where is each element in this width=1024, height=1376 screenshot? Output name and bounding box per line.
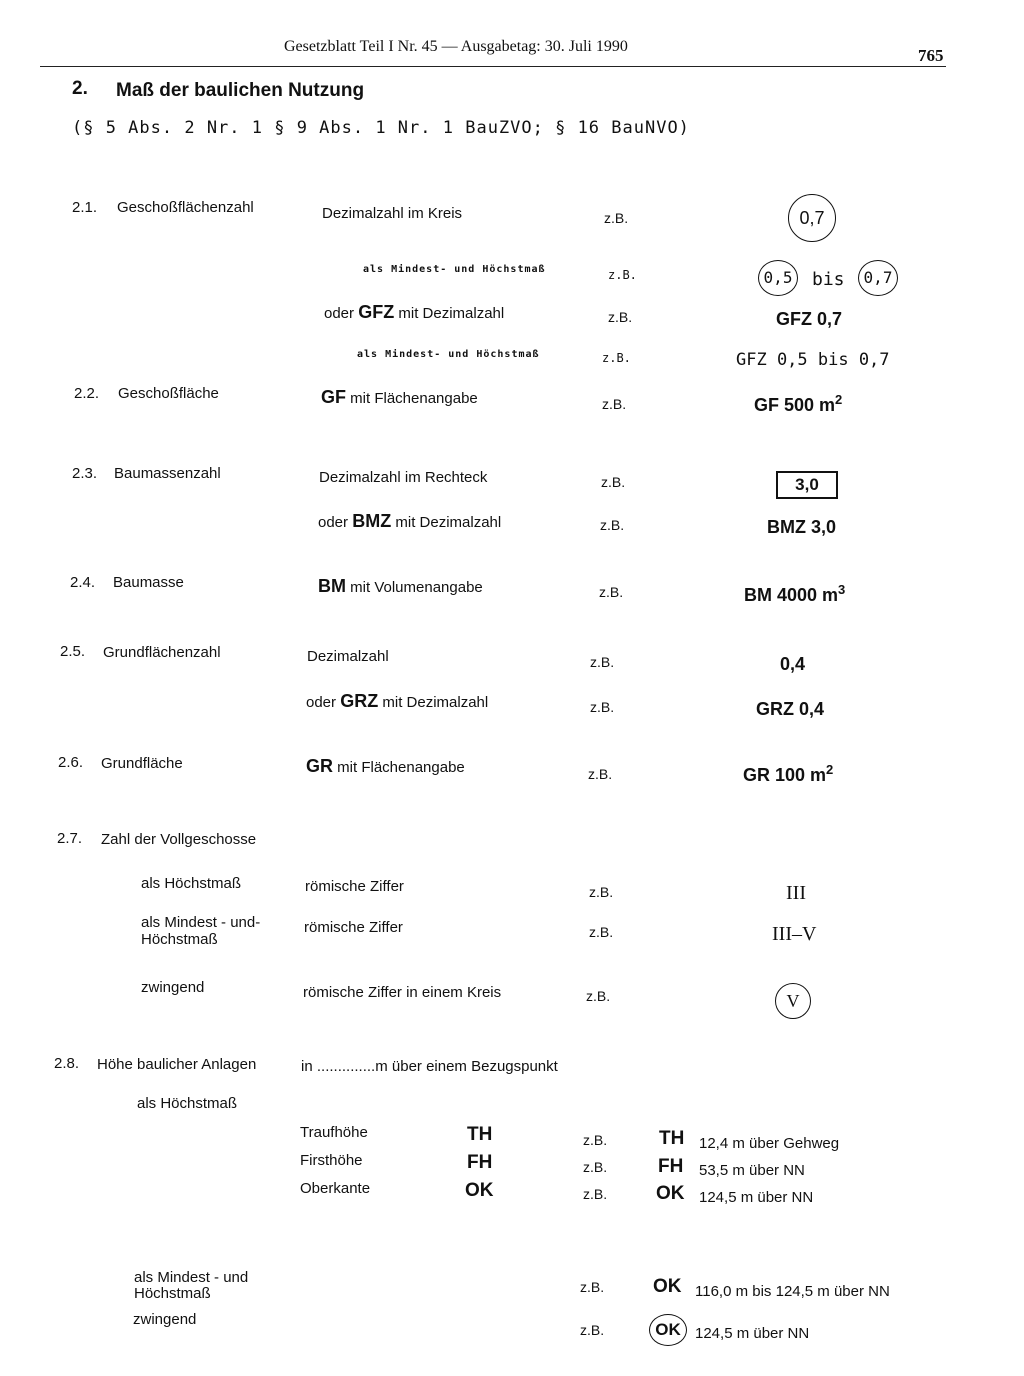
legal-basis: (§ 5 Abs. 2 Nr. 1 § 9 Abs. 1 Nr. 1 BauZVO; § 16 BauNVO) (72, 118, 690, 138)
item-label-2-6: Grundfläche (101, 755, 183, 772)
desc-2-6 (306, 756, 465, 777)
fill-in-dots: .............. (316, 1058, 376, 1075)
item-number-2-1: 2.1. (72, 199, 98, 216)
example-roman-range: III–V (772, 923, 817, 945)
zb-label: z.B. (580, 1322, 605, 1338)
abbr-ok: OK (465, 1180, 494, 1201)
row-name-traufhoehe: Traufhöhe (300, 1124, 368, 1141)
sub-label-min-max-l1: als Mindest - und- (141, 914, 261, 931)
sub-label-zwingend: zwingend (141, 979, 205, 996)
item-number-2-6: 2.6. (58, 754, 84, 771)
example-text-th: 12,4 m über Gehweg (699, 1135, 840, 1152)
sub-label-hoechstmass: als Höchstmaß (137, 1095, 238, 1112)
zb-label: z.B. (602, 351, 631, 365)
example-bm (744, 582, 845, 606)
example-text-ok-binding: 124,5 m über NN (695, 1325, 810, 1342)
zb-label: z.B. (601, 474, 626, 490)
item-label-2-5: Grundflächenzahl (103, 644, 221, 661)
zb-label: z.B. (588, 766, 613, 782)
example-abbr-ok: OK (656, 1183, 685, 1204)
unit-exponent: 2 (826, 762, 834, 777)
example-gr (743, 762, 833, 786)
item-label-2-7: Zahl der Vollgeschosse (101, 831, 257, 848)
zb-label: z.B. (583, 1186, 608, 1202)
running-title: Gesetzblatt Teil I Nr. 45 — Ausgabetag: 30. Juli 1990 (284, 38, 628, 55)
example-gfz-range: GFZ 0,5 bis 0,7 (736, 350, 890, 370)
desc-roman: römische Ziffer (305, 878, 404, 895)
desc-key: GRZ (340, 691, 379, 711)
section-number: 2. (72, 78, 88, 99)
zb-label: z.B. (600, 517, 625, 533)
circled-value-0-7: 0,7 (788, 194, 836, 242)
desc-suffix: mit Dezimalzahl (382, 694, 489, 711)
sub-label-hoechstmass: als Höchstmaß (141, 875, 242, 892)
circled-abbr-ok: OK (649, 1314, 687, 1346)
item-number-2-7: 2.7. (57, 830, 83, 847)
item-label-2-3: Baumassenzahl (114, 465, 221, 482)
zb-label: z.B. (590, 699, 615, 715)
example-roman-iii: III (786, 882, 806, 904)
circled-value-max: 0,7 (858, 260, 898, 296)
desc-key: BMZ (352, 511, 392, 531)
abbr-fh: FH (467, 1152, 493, 1173)
desc-suffix: m über einem Bezugspunkt (375, 1058, 558, 1075)
item-number-2-2: 2.2. (74, 385, 100, 402)
desc-2-5-a: Dezimalzahl (307, 648, 389, 665)
desc-suffix: mit Flächenangabe (337, 759, 465, 776)
sub-label-min-max-l2: Höchstmaß (141, 931, 218, 948)
zb-label: z.B. (602, 396, 627, 412)
item-number-2-3: 2.3. (72, 465, 98, 482)
desc-key: BM (318, 576, 346, 596)
desc-2-1-a: Dezimalzahl im Kreis (322, 205, 463, 222)
example-grz: GRZ 0,4 (756, 699, 825, 719)
page-number: 765 (918, 46, 944, 65)
unit-exponent: 3 (838, 582, 846, 597)
desc-prefix: oder (318, 514, 349, 531)
example-bmz: BMZ 3,0 (767, 517, 837, 537)
abbr-th: TH (467, 1124, 493, 1145)
example-abbr-fh: FH (658, 1156, 684, 1177)
desc-2-3-a: Dezimalzahl im Rechteck (319, 469, 488, 486)
desc-prefix: oder (306, 694, 337, 711)
desc-key: GR (306, 756, 333, 776)
circled-value-min: 0,5 (758, 260, 798, 296)
zb-label: z.B. (589, 924, 614, 940)
zb-label: z.B. (583, 1132, 608, 1148)
zb-label: z.B. (608, 309, 633, 325)
desc-roman-circle: römische Ziffer in einem Kreis (303, 984, 502, 1001)
desc-2-1-b: als Mindest- und Höchstmaß (363, 264, 546, 275)
item-label-2-2: Geschoßfläche (118, 385, 219, 402)
sub-label-min-max-l2: Höchstmaß (134, 1285, 211, 1302)
desc-suffix: mit Volumenangabe (350, 579, 483, 596)
row-name-oberkante: Oberkante (300, 1180, 371, 1197)
desc-2-1-c (324, 302, 504, 323)
zb-label: z.B. (580, 1279, 605, 1295)
example-text-ok: 124,5 m über NN (699, 1189, 814, 1206)
desc-roman: römische Ziffer (304, 919, 403, 936)
zb-label: z.B. (583, 1159, 608, 1175)
desc-suffix: mit Dezimalzahl (395, 514, 502, 531)
sub-label-zwingend: zwingend (133, 1311, 197, 1328)
zb-label: z.B. (599, 584, 624, 600)
item-label-2-1: Geschoßflächenzahl (117, 199, 254, 216)
range-bis: bis (812, 269, 845, 290)
desc-2-5-b (306, 691, 488, 712)
item-number-2-4: 2.4. (70, 574, 96, 591)
zb-label: z.B. (589, 884, 614, 900)
example-gfz: GFZ 0,7 (776, 309, 843, 329)
item-number-2-5: 2.5. (60, 643, 86, 660)
desc-2-8 (301, 1058, 558, 1075)
example-0-4: 0,4 (780, 654, 806, 674)
desc-2-2 (321, 387, 478, 408)
boxed-value-3-0: 3,0 (776, 471, 838, 499)
example-bm-text: BM 4000 m (744, 585, 839, 605)
desc-2-1-d: als Mindest- und Höchstmaß (357, 349, 540, 360)
desc-prefix: oder (324, 305, 355, 322)
example-abbr-th: TH (659, 1128, 685, 1149)
desc-prefix: in (301, 1058, 313, 1075)
zb-label: z.B. (590, 654, 615, 670)
unit-exponent: 2 (835, 392, 843, 407)
example-gr-text: GR 100 m (743, 765, 827, 785)
desc-key: GFZ (358, 302, 395, 322)
desc-2-4 (318, 576, 483, 597)
sub-label-min-max-l1: als Mindest - und (134, 1269, 249, 1286)
circled-roman-v: V (775, 983, 811, 1019)
desc-suffix: mit Dezimalzahl (398, 305, 505, 322)
desc-key: GF (321, 387, 346, 407)
desc-2-3-b (318, 511, 501, 532)
zb-label: z.B. (604, 210, 629, 226)
zb-label: z.B. (586, 988, 611, 1004)
zb-label: z.B. (608, 268, 637, 282)
desc-suffix: mit Flächenangabe (350, 390, 478, 407)
row-name-firsthoehe: Firsthöhe (300, 1152, 363, 1169)
item-label-2-8: Höhe baulicher Anlagen (97, 1056, 257, 1073)
example-gf-text: GF 500 m (754, 395, 836, 415)
item-label-2-4: Baumasse (113, 574, 184, 591)
example-text-fh: 53,5 m über NN (699, 1162, 805, 1179)
example-text-ok-range: 116,0 m bis 124,5 m über NN (695, 1283, 890, 1300)
example-gf (754, 392, 842, 416)
header-rule (40, 66, 946, 67)
section-title: Maß der baulichen Nutzung (116, 80, 365, 101)
example-abbr-ok: OK (653, 1276, 682, 1297)
item-number-2-8: 2.8. (54, 1055, 80, 1072)
